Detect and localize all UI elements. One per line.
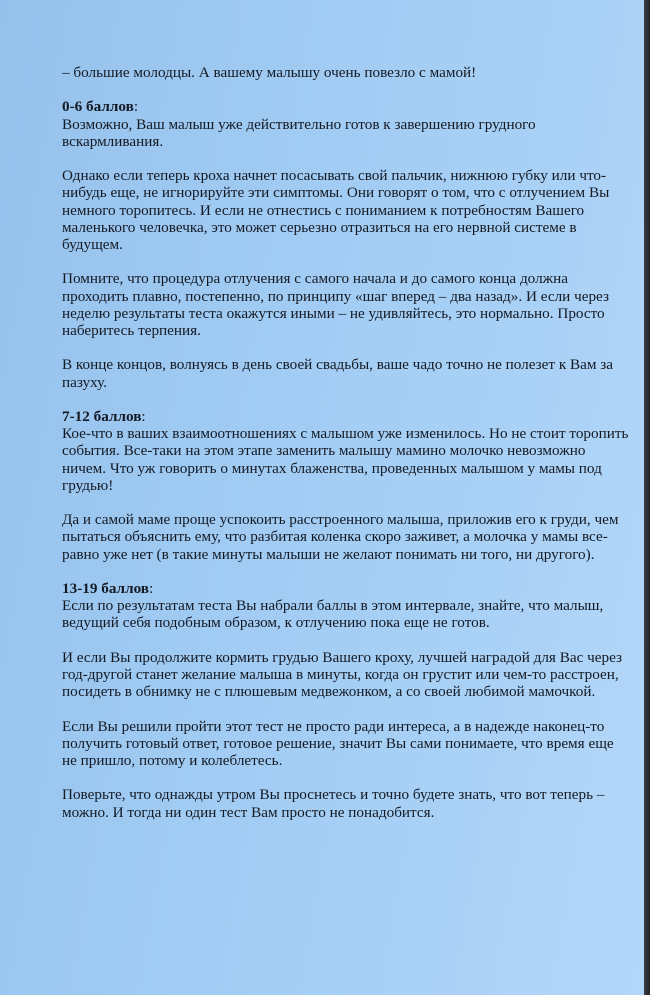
paragraph: Помните, что процедура отлучения с самого начала и до самого конца должна проходить плавно, постепенно, по принципу «шаг вперед – два назад». И если через неделю результаты теста окажутся иными – не удивляйтесь, это нормально. Просто наберитесь терпения. — [62, 270, 609, 339]
paragraph: Возможно, Ваш малыш уже действительно готов к завершению грудного вскармливания. — [62, 115, 536, 150]
section-13-19: 13-19 баллов: Если по результатам теста Вы набрали баллы в этом интервале, знайте, что малыш, ведущий себя подобным образом, к отлучению пока еще не готов. — [62, 579, 604, 632]
paragraph: Поверьте, что однажды утром Вы проснетесь и точно будете знать, что вот теперь – можно. И тогда ни один тест Вам просто не понадобится. — [62, 786, 605, 821]
section-heading: 7-12 баллов — [62, 407, 142, 425]
intro-paragraph: – большие молодцы. А вашему малышу очень повезло с мамой! — [62, 64, 477, 81]
paragraph: Однако если теперь кроха начнет посасывать свой пальчик, нижнюю губку или что-нибудь еще, не игнорируйте эти симптомы. Они говорят о том, что с отлучением Вы немного торопитесь. И если не отнестись с пониманием к потребностям Вашего маленького человечка, это может серьезно отразиться на его нервной системе в будущем. — [62, 167, 610, 253]
paragraph: И если Вы продолжите кормить грудью Вашего кроху, лучшей наградой для Вас через год-другой станет желание малыша в минуты, когда он грустит или чем-то расстроен, посидеть в обнимку не с плюшевым медвежонком, а со своей любимой мамочкой. — [62, 648, 623, 701]
section-heading: 13-19 баллов — [62, 579, 150, 597]
paragraph: Да и самой маме проще успокоить расстроенного малыша, приложив его к груди, чем пытаться объяснить ему, что разбитая коленка скоро заживет, а молочка у мамы все-равно уже нет (в такие минуты малыши не желают понимать ни того, ни другого). — [62, 511, 619, 563]
document-body — [62, 64, 632, 838]
paragraph: В конце концов, волнуясь в день своей свадьбы, ваше чадо точно не полезет к Вам за пазуху. — [62, 356, 614, 391]
paragraph: Кое-что в ваших взаимоотношениях с малышом уже изменилось. Но не стоит торопить события. Все-таки на этом этапе заменить малышу мамино молочко невозможно ничем. Что уж говорить о минутах блаженства, проведенных малышом у мамы под грудью! — [62, 425, 629, 494]
section-7-12: 7-12 баллов: Кое-что в ваших взаимоотношениях с малышом уже изменилось. Но не стоит торопить события. Все-таки на этом этапе заменить малышу мамино молочко невозможно ничем. Что уж говорить о минутах блаженства, проведенных малышом у мамы под грудью! — [62, 407, 629, 494]
paragraph: Если Вы решили пройти этот тест не просто ради интереса, а в надежде наконец-то получить готовый ответ, готовое решение, значит Вы сами понимаете, что время еще не пришло, потому и колеблетесь. — [62, 717, 614, 769]
dark-background-edge — [644, 0, 650, 995]
paragraph: Если по результатам теста Вы набрали баллы в этом интервале, знайте, что малыш, ведущий себя подобным образом, к отлучению пока еще не готов. — [62, 597, 604, 632]
section-0-6: 0-6 баллов: Возможно, Ваш малыш уже действительно готов к завершению грудного вскармливания. — [62, 98, 536, 150]
section-heading: 0-6 баллов — [62, 98, 134, 116]
